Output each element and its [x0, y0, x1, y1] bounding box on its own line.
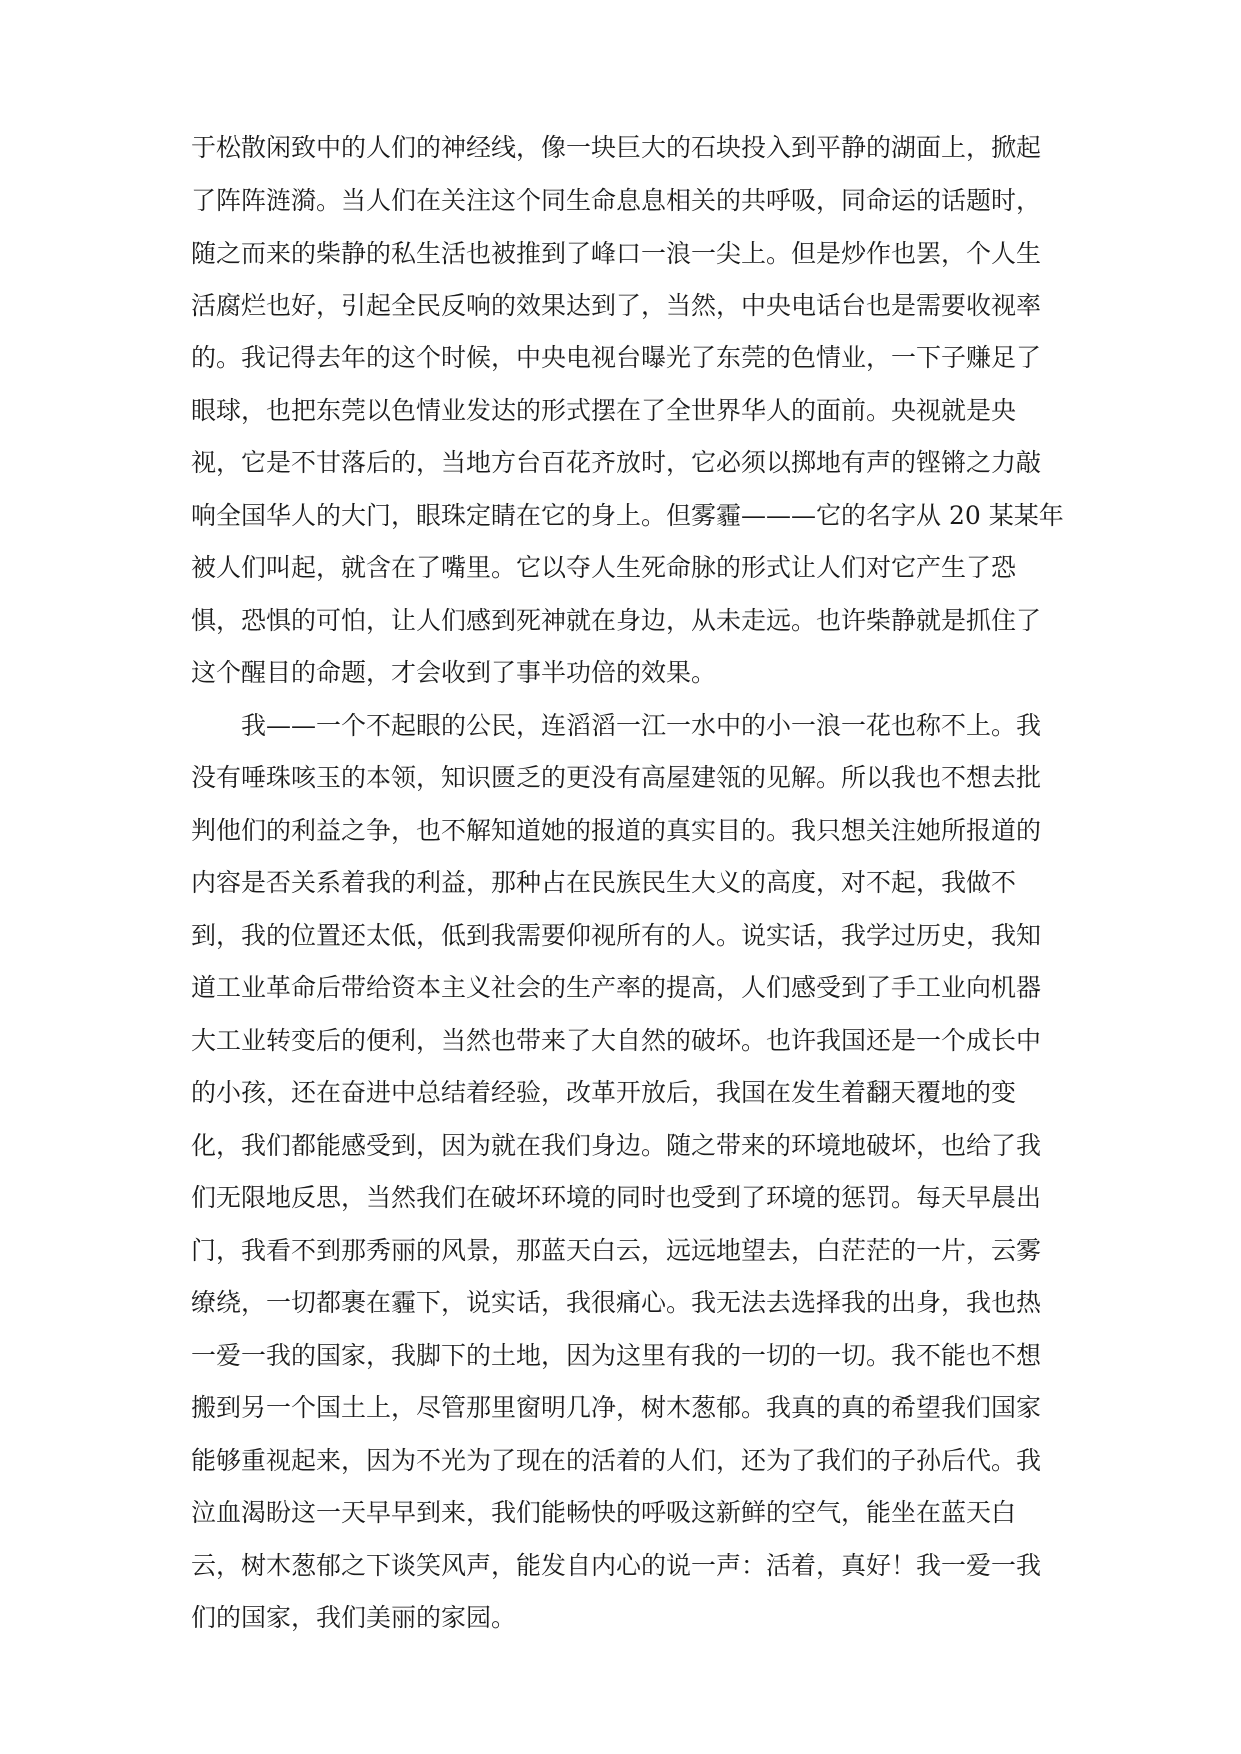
text-line: 化，我们都能感受到，因为就在我们身边。随之带来的环境地破坏，也给了我	[191, 1131, 1042, 1160]
text-line: 视，它是不甘落后的，当地方台百花齐放时，它必须以掷地有声的铿锵之力敲	[191, 448, 1042, 477]
text-line: 没有唾珠咳玉的本领，知识匮乏的更没有高屋建瓴的见解。所以我也不想去批	[191, 763, 1042, 792]
text-line: 响全国华人的大门，眼珠定睛在它的身上。但雾霾———它的名字从 20 某某年	[191, 501, 1064, 530]
text-line: 的。我记得去年的这个时候，中央电视台曝光了东莞的色情业，一下子赚足了	[191, 343, 1042, 372]
text-line: 能够重视起来，因为不光为了现在的活着的人们，还为了我们的子孙后代。我	[191, 1446, 1042, 1475]
text-line: 泣血渴盼这一天早早到来，我们能畅快的呼吸这新鲜的空气，能坐在蓝天白	[191, 1498, 1017, 1527]
text-line: 的小孩，还在奋进中总结着经验，改革开放后，我国在发生着翻天覆地的变	[191, 1078, 1017, 1107]
text-line: 我——一个不起眼的公民，连滔滔一江一水中的小一浪一花也称不上。我	[241, 711, 1042, 740]
text-line: 到，我的位置还太低，低到我需要仰视所有的人。说实话，我学过历史，我知	[191, 921, 1042, 950]
text-line: 道工业革命后带给资本主义社会的生产率的提高，人们感受到了手工业向机器	[191, 973, 1042, 1002]
text-line: 们的国家，我们美丽的家园。	[191, 1603, 517, 1632]
text-line: 内容是否关系着我的利益，那种占在民族民生大义的高度，对不起，我做不	[191, 868, 1017, 897]
text-line: 这个醒目的命题，才会收到了事半功倍的效果。	[191, 658, 717, 687]
text-line: 惧，恐惧的可怕，让人们感到死神就在身边，从未走远。也许柴静就是抓住了	[191, 606, 1042, 635]
text-line: 搬到另一个国土上，尽管那里窗明几净，树木葱郁。我真的真的希望我们国家	[191, 1393, 1042, 1422]
text-line: 活腐烂也好，引起全民反响的效果达到了，当然，中央电话台也是需要收视率	[191, 291, 1042, 320]
text-line: 随之而来的柴静的私生活也被推到了峰口一浪一尖上。但是炒作也罢，个人生	[191, 239, 1042, 268]
text-line: 大工业转变后的便利，当然也带来了大自然的破坏。也许我国还是一个成长中	[191, 1026, 1042, 1055]
text-line: 云，树木葱郁之下谈笑风声，能发自内心的说一声：活着，真好！我一爱一我	[191, 1551, 1042, 1580]
text-line: 一爱一我的国家，我脚下的土地，因为这里有我的一切的一切。我不能也不想	[191, 1341, 1042, 1370]
text-line: 于松散闲致中的人们的神经线，像一块巨大的石块投入到平静的湖面上，掀起	[191, 133, 1042, 162]
text-line: 了阵阵涟漪。当人们在关注这个同生命息息相关的共呼吸，同命运的话题时，	[191, 186, 1042, 215]
text-line: 被人们叫起，就含在了嘴里。它以夺人生死命脉的形式让人们对它产生了恐	[191, 553, 1017, 582]
text-line: 们无限地反思，当然我们在破坏环境的同时也受到了环境的惩罚。每天早晨出	[191, 1183, 1042, 1212]
text-line: 门，我看不到那秀丽的风景，那蓝天白云，远远地望去，白茫茫的一片，云雾	[191, 1236, 1042, 1265]
text-line: 眼球，也把东莞以色情业发达的形式摆在了全世界华人的面前。央视就是央	[191, 396, 1017, 425]
text-line: 缭绕，一切都裹在霾下，说实话，我很痛心。我无法去选择我的出身，我也热	[191, 1288, 1042, 1317]
text-line: 判他们的利益之争，也不解知道她的报道的真实目的。我只想关注她所报道的	[191, 816, 1042, 845]
